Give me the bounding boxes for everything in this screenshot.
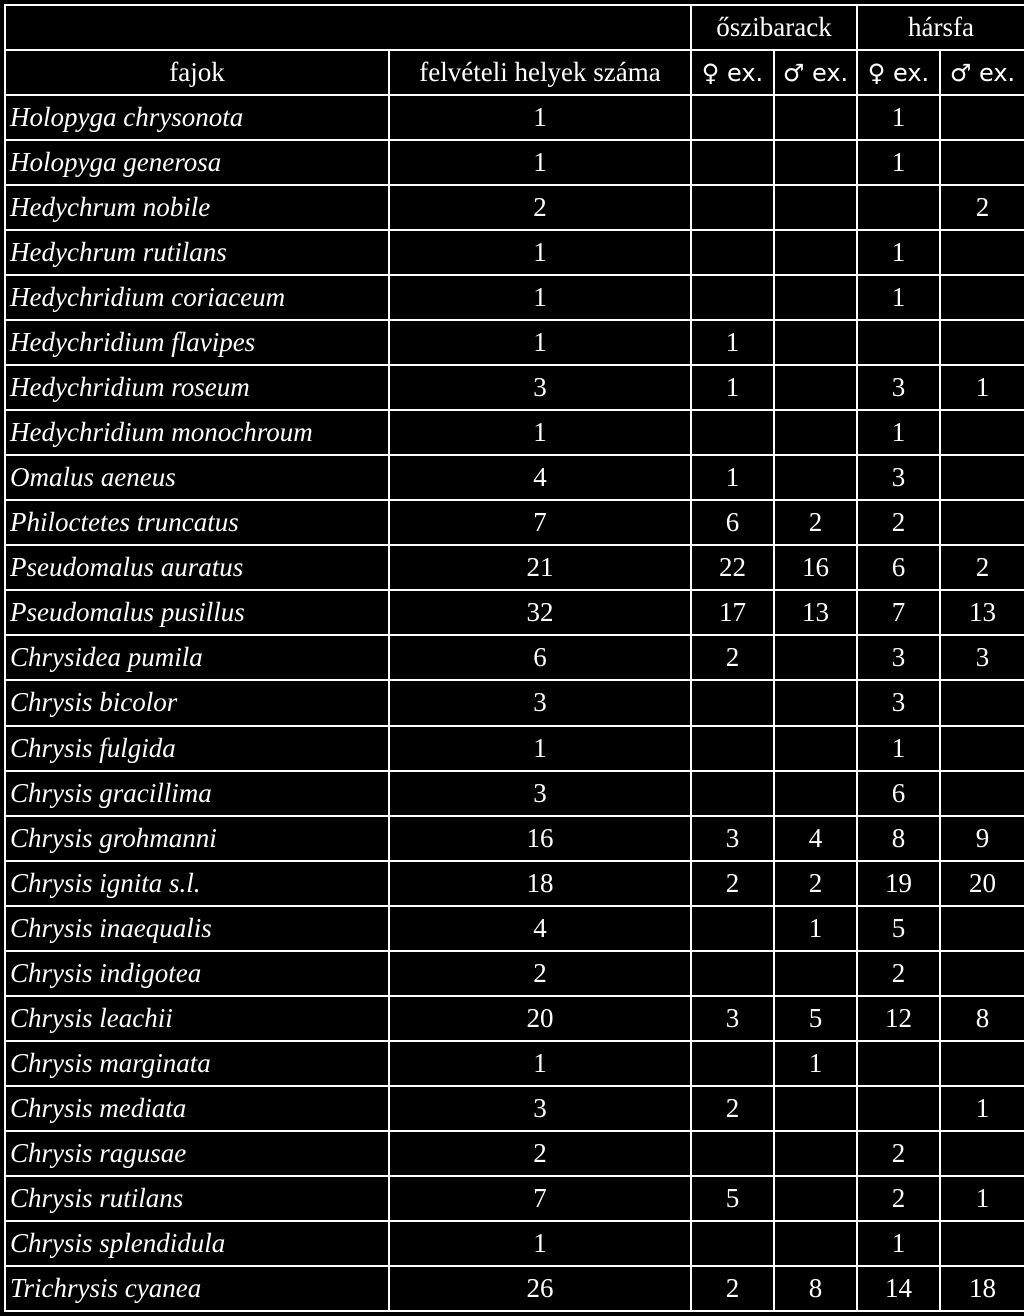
oszibarack-male-cell: 1 xyxy=(774,906,857,951)
sites-count-cell: 16 xyxy=(389,816,691,861)
harsfa-male-cell xyxy=(940,95,1024,140)
header-group-row xyxy=(5,5,1024,50)
oszibarack-male-cell xyxy=(774,140,857,185)
species-name-cell: Hedychrum rutilans xyxy=(5,230,389,275)
oszibarack-male-cell xyxy=(774,455,857,500)
table-row xyxy=(5,95,1024,140)
harsfa-male-cell: 2 xyxy=(940,545,1024,590)
sites-count-cell: 2 xyxy=(389,185,691,230)
species-name-cell: Chrysis bicolor xyxy=(5,680,389,725)
oszibarack-female-cell: 5 xyxy=(691,1176,774,1221)
harsfa-female-cell: 3 xyxy=(857,365,940,410)
oszibarack-male-cell xyxy=(774,230,857,275)
oszibarack-male-cell: 1 xyxy=(774,1041,857,1086)
table-row xyxy=(5,951,1024,996)
table-row xyxy=(5,816,1024,861)
sites-count-cell: 7 xyxy=(389,1176,691,1221)
table-row xyxy=(5,996,1024,1041)
harsfa-male-cell: 18 xyxy=(940,1266,1024,1311)
sites-count-cell: 1 xyxy=(389,230,691,275)
sites-count-cell: 3 xyxy=(389,1086,691,1131)
species-name-cell: Chrysis grohmanni xyxy=(5,816,389,861)
species-name-cell: Pseudomalus auratus xyxy=(5,545,389,590)
sites-count-cell: 3 xyxy=(389,680,691,725)
species-name-cell: Chrysis leachii xyxy=(5,996,389,1041)
sites-count-cell: 1 xyxy=(389,726,691,771)
oszibarack-male-cell xyxy=(774,680,857,725)
harsfa-male-cell xyxy=(940,320,1024,365)
species-name-cell: Chrysis gracillima xyxy=(5,771,389,816)
harsfa-female-cell: 1 xyxy=(857,95,940,140)
species-name-cell: Chrysis rutilans xyxy=(5,1176,389,1221)
harsfa-female-cell: 14 xyxy=(857,1266,940,1311)
species-name-cell: Chrysis indigotea xyxy=(5,951,389,996)
sites-count-cell: 4 xyxy=(389,906,691,951)
table-row xyxy=(5,320,1024,365)
table-row xyxy=(5,1086,1024,1131)
oszibarack-male-cell xyxy=(774,635,857,680)
harsfa-male-cell xyxy=(940,275,1024,320)
harsfa-male-cell: 3 xyxy=(940,635,1024,680)
harsfa-female-cell: 3 xyxy=(857,455,940,500)
harsfa-male-cell xyxy=(940,1221,1024,1266)
sites-count-cell: 1 xyxy=(389,410,691,455)
harsfa-male-cell xyxy=(940,951,1024,996)
oszibarack-male-cell xyxy=(774,1221,857,1266)
species-name-cell: Chrysidea pumila xyxy=(5,635,389,680)
harsfa-female-cell: 3 xyxy=(857,635,940,680)
harsfa-male-cell: 1 xyxy=(940,1086,1024,1131)
table-row xyxy=(5,500,1024,545)
harsfa-female-cell xyxy=(857,320,940,365)
harsfa-male-cell xyxy=(940,140,1024,185)
harsfa-female-cell: 2 xyxy=(857,951,940,996)
sites-count-cell: 1 xyxy=(389,320,691,365)
table-row xyxy=(5,1176,1024,1221)
table-row xyxy=(5,1266,1024,1311)
oszibarack-female-cell xyxy=(691,726,774,771)
oszibarack-female-cell: 1 xyxy=(691,455,774,500)
table-row xyxy=(5,545,1024,590)
oszibarack-female-cell xyxy=(691,95,774,140)
oszibarack-female-cell xyxy=(691,1221,774,1266)
species-name-cell: Chrysis fulgida xyxy=(5,726,389,771)
harsfa-male-cell xyxy=(940,1131,1024,1176)
species-name-cell: Hedychridium flavipes xyxy=(5,320,389,365)
species-name-cell: Chrysis ragusae xyxy=(5,1131,389,1176)
oszibarack-male-cell: 4 xyxy=(774,816,857,861)
species-name-cell: Holopyga generosa xyxy=(5,140,389,185)
harsfa-male-cell: 20 xyxy=(940,861,1024,906)
species-name-cell: Pseudomalus pusillus xyxy=(5,590,389,635)
harsfa-female-cell: 6 xyxy=(857,771,940,816)
harsfa-female-cell: 3 xyxy=(857,680,940,725)
sites-count-cell: 1 xyxy=(389,95,691,140)
oszibarack-male-cell xyxy=(774,951,857,996)
sites-count-cell: 18 xyxy=(389,861,691,906)
group-header-oszibarack: őszibarack xyxy=(691,5,857,50)
sites-count-cell: 32 xyxy=(389,590,691,635)
oszibarack-female-cell: 1 xyxy=(691,365,774,410)
species-table xyxy=(4,4,1024,1312)
table-row xyxy=(5,726,1024,771)
oszibarack-female-cell: 22 xyxy=(691,545,774,590)
harsfa-male-cell: 13 xyxy=(940,590,1024,635)
table-body xyxy=(5,5,1024,1311)
oszibarack-male-cell: 2 xyxy=(774,500,857,545)
harsfa-female-cell: 19 xyxy=(857,861,940,906)
harsfa-female-cell: 2 xyxy=(857,1176,940,1221)
harsfa-female-cell: 6 xyxy=(857,545,940,590)
oszibarack-male-cell xyxy=(774,95,857,140)
table-row xyxy=(5,906,1024,951)
oszibarack-female-cell xyxy=(691,1131,774,1176)
sites-count-cell: 1 xyxy=(389,140,691,185)
oszibarack-female-cell xyxy=(691,275,774,320)
species-name-cell: Chrysis splendidula xyxy=(5,1221,389,1266)
oszibarack-male-cell xyxy=(774,1086,857,1131)
oszibarack-female-cell: 6 xyxy=(691,500,774,545)
sites-count-cell: 20 xyxy=(389,996,691,1041)
column-header-sites: felvételi helyek száma xyxy=(389,50,691,95)
harsfa-male-cell: 1 xyxy=(940,365,1024,410)
oszibarack-female-cell: 17 xyxy=(691,590,774,635)
table-row xyxy=(5,230,1024,275)
oszibarack-female-cell: 2 xyxy=(691,635,774,680)
sites-count-cell: 2 xyxy=(389,951,691,996)
oszibarack-female-cell: 3 xyxy=(691,816,774,861)
sites-count-cell: 2 xyxy=(389,1131,691,1176)
harsfa-female-cell xyxy=(857,1041,940,1086)
sites-count-cell: 6 xyxy=(389,635,691,680)
oszibarack-male-cell: 13 xyxy=(774,590,857,635)
oszibarack-female-cell xyxy=(691,185,774,230)
table-row xyxy=(5,455,1024,500)
harsfa-male-cell xyxy=(940,726,1024,771)
species-name-cell: Hedychrum nobile xyxy=(5,185,389,230)
harsfa-male-cell: 1 xyxy=(940,1176,1024,1221)
column-header-oszibarack-male: ♂ ex. xyxy=(774,50,857,95)
column-header-oszibarack-female: ♀ ex. xyxy=(691,50,774,95)
oszibarack-female-cell xyxy=(691,230,774,275)
harsfa-female-cell xyxy=(857,1086,940,1131)
harsfa-male-cell xyxy=(940,455,1024,500)
harsfa-female-cell: 1 xyxy=(857,275,940,320)
table-row xyxy=(5,185,1024,230)
species-name-cell: Philoctetes truncatus xyxy=(5,500,389,545)
oszibarack-female-cell xyxy=(691,680,774,725)
oszibarack-female-cell xyxy=(691,951,774,996)
harsfa-female-cell: 2 xyxy=(857,1131,940,1176)
column-header-harsfa-male: ♂ ex. xyxy=(940,50,1024,95)
oszibarack-female-cell xyxy=(691,410,774,455)
species-name-cell: Chrysis marginata xyxy=(5,1041,389,1086)
species-name-cell: Chrysis ignita s.l. xyxy=(5,861,389,906)
harsfa-male-cell xyxy=(940,771,1024,816)
oszibarack-female-cell xyxy=(691,906,774,951)
table-row xyxy=(5,590,1024,635)
table-row xyxy=(5,771,1024,816)
harsfa-female-cell: 1 xyxy=(857,140,940,185)
harsfa-male-cell xyxy=(940,500,1024,545)
harsfa-female-cell: 1 xyxy=(857,726,940,771)
species-name-cell: Chrysis inaequalis xyxy=(5,906,389,951)
oszibarack-male-cell: 8 xyxy=(774,1266,857,1311)
species-name-cell: Hedychridium monochroum xyxy=(5,410,389,455)
group-header-harsfa: hársfa xyxy=(857,5,1024,50)
oszibarack-male-cell xyxy=(774,410,857,455)
harsfa-male-cell xyxy=(940,1041,1024,1086)
oszibarack-female-cell: 3 xyxy=(691,996,774,1041)
oszibarack-male-cell xyxy=(774,771,857,816)
sites-count-cell: 3 xyxy=(389,771,691,816)
oszibarack-male-cell xyxy=(774,275,857,320)
harsfa-female-cell: 5 xyxy=(857,906,940,951)
oszibarack-female-cell: 1 xyxy=(691,320,774,365)
oszibarack-male-cell: 5 xyxy=(774,996,857,1041)
header-blank-cell xyxy=(5,5,691,50)
table-row xyxy=(5,861,1024,906)
oszibarack-female-cell: 2 xyxy=(691,1266,774,1311)
sites-count-cell: 1 xyxy=(389,1221,691,1266)
table-row xyxy=(5,1131,1024,1176)
oszibarack-female-cell xyxy=(691,771,774,816)
column-header-harsfa-female: ♀ ex. xyxy=(857,50,940,95)
species-name-cell: Holopyga chrysonota xyxy=(5,95,389,140)
oszibarack-female-cell xyxy=(691,140,774,185)
harsfa-female-cell: 2 xyxy=(857,500,940,545)
species-name-cell: Hedychridium coriaceum xyxy=(5,275,389,320)
oszibarack-male-cell xyxy=(774,185,857,230)
table-row xyxy=(5,1221,1024,1266)
table-row xyxy=(5,1041,1024,1086)
harsfa-female-cell xyxy=(857,185,940,230)
harsfa-male-cell: 2 xyxy=(940,185,1024,230)
harsfa-female-cell: 1 xyxy=(857,1221,940,1266)
harsfa-female-cell: 8 xyxy=(857,816,940,861)
oszibarack-female-cell: 2 xyxy=(691,861,774,906)
oszibarack-male-cell xyxy=(774,320,857,365)
harsfa-female-cell: 12 xyxy=(857,996,940,1041)
species-name-cell: Trichrysis cyanea xyxy=(5,1266,389,1311)
oszibarack-male-cell xyxy=(774,365,857,410)
harsfa-male-cell xyxy=(940,230,1024,275)
harsfa-male-cell xyxy=(940,410,1024,455)
harsfa-female-cell: 7 xyxy=(857,590,940,635)
species-name-cell: Chrysis mediata xyxy=(5,1086,389,1131)
table-row xyxy=(5,275,1024,320)
sites-count-cell: 1 xyxy=(389,275,691,320)
oszibarack-male-cell: 16 xyxy=(774,545,857,590)
table-row xyxy=(5,365,1024,410)
sites-count-cell: 3 xyxy=(389,365,691,410)
species-name-cell: Hedychridium roseum xyxy=(5,365,389,410)
sites-count-cell: 7 xyxy=(389,500,691,545)
table-row xyxy=(5,680,1024,725)
sites-count-cell: 1 xyxy=(389,1041,691,1086)
harsfa-male-cell xyxy=(940,680,1024,725)
harsfa-male-cell: 9 xyxy=(940,816,1024,861)
oszibarack-male-cell xyxy=(774,1131,857,1176)
oszibarack-female-cell: 2 xyxy=(691,1086,774,1131)
sites-count-cell: 4 xyxy=(389,455,691,500)
oszibarack-male-cell xyxy=(774,1176,857,1221)
sites-count-cell: 26 xyxy=(389,1266,691,1311)
sites-count-cell: 21 xyxy=(389,545,691,590)
table-row xyxy=(5,410,1024,455)
oszibarack-female-cell xyxy=(691,1041,774,1086)
table-row xyxy=(5,635,1024,680)
harsfa-male-cell: 8 xyxy=(940,996,1024,1041)
oszibarack-male-cell: 2 xyxy=(774,861,857,906)
column-header-species: fajok xyxy=(5,50,389,95)
table-row xyxy=(5,140,1024,185)
oszibarack-male-cell xyxy=(774,726,857,771)
header-column-row xyxy=(5,50,1024,95)
harsfa-male-cell xyxy=(940,906,1024,951)
harsfa-female-cell: 1 xyxy=(857,230,940,275)
species-name-cell: Omalus aeneus xyxy=(5,455,389,500)
harsfa-female-cell: 1 xyxy=(857,410,940,455)
